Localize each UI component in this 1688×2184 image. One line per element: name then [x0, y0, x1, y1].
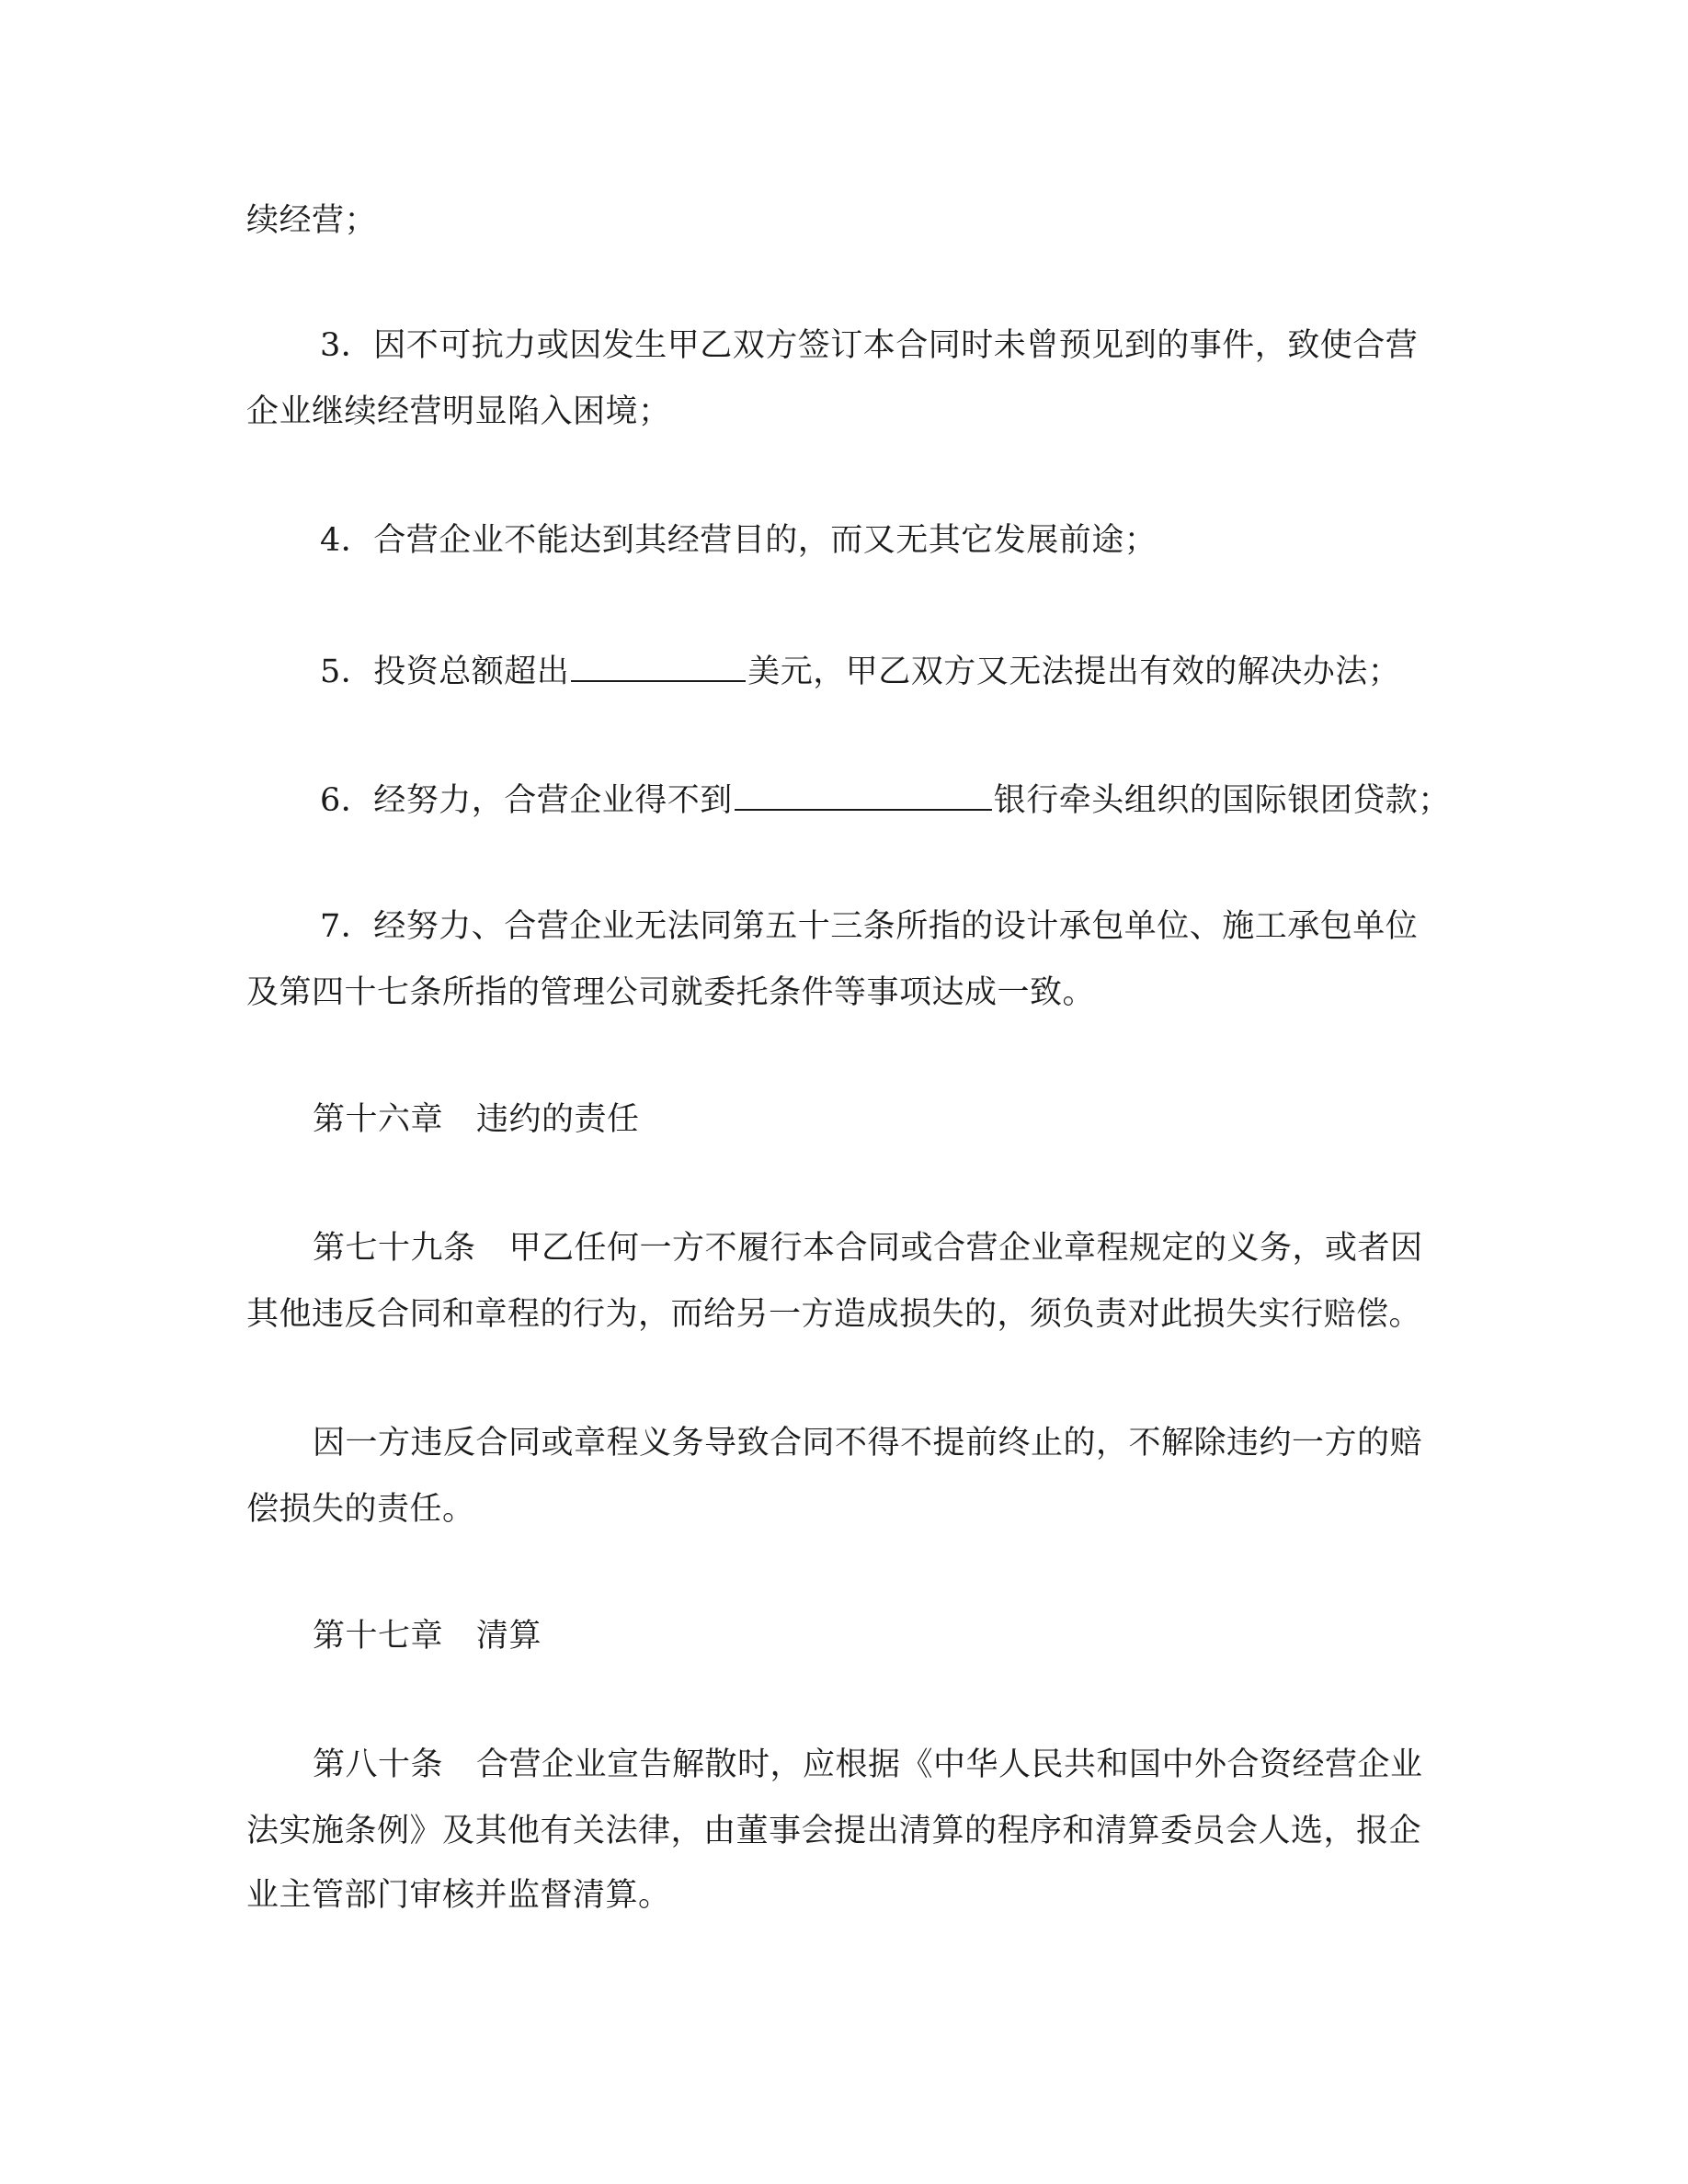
list-item-7 [320, 906, 1443, 947]
chapter-heading-17 [313, 1616, 1443, 1656]
item-number: 7． [320, 908, 374, 945]
chapter-label: 第十七章 [313, 1618, 444, 1655]
item-text: 经努力、合营企业无法同第五十三条所指的设计承包单位、施工承包单位 [373, 908, 1419, 945]
item-number: 4． [320, 522, 374, 559]
chapter-title: 违约的责任 [476, 1101, 640, 1138]
chapter-label: 第十六章 [313, 1101, 444, 1138]
item-number: 5． [320, 654, 374, 690]
chapter-title: 清算 [476, 1618, 542, 1655]
article-79-continued: 其他违反合同和章程的行为，而给另一方造成损失的，须负责对此损失实行赔偿。 [246, 1296, 1422, 1333]
continuation-line: 续经营； [246, 202, 378, 239]
article-label: 第七十九条 [313, 1230, 476, 1267]
list-item-3-continued: 企业继续经营明显陷入困境； [246, 393, 671, 430]
chapter-heading-16 [313, 1099, 1443, 1140]
list-item-5: 5．投资总额超出 美元，甲乙双方又无法提出有效的解决办法； [320, 649, 1443, 692]
list-item-7-continued: 及第四十七条所指的管理公司就委托条件等事项达成一致。 [246, 974, 1096, 1011]
item-text: 合营企业不能达到其经营目的，而又无其它发展前途； [373, 522, 1158, 559]
item-number: 6． [320, 782, 374, 819]
list-item-4 [320, 520, 1443, 561]
article-79: 第七十九条 甲乙任何一方不履行本合同或合营企业章程规定的义务，或者因 [313, 1230, 1423, 1267]
breach-paragraph: 因一方违反合同或章程义务导致合同不得不提前终止的，不解除违约一方的赔 [313, 1425, 1423, 1462]
article-80-continued-2: 业主管部门审核并监督清算。 [246, 1877, 671, 1914]
list-item-6: 6．经努力，合营企业得不到 银行牵头组织的国际银团贷款； [320, 778, 1443, 821]
fill-in-blank [735, 778, 992, 811]
breach-paragraph-continued: 偿损失的责任。 [246, 1491, 475, 1528]
item-number: 3． [320, 327, 374, 364]
fill-in-blank [571, 649, 746, 682]
article-80: 第八十条 合营企业宣告解散时，应根据《中华人民共和国中外合资经营企业 [313, 1746, 1423, 1783]
item-text: 因不可抗力或因发生甲乙双方签订本合同时未曾预见到的事件，致使合营 [373, 327, 1419, 364]
article-80-continued: 法实施条例》及其他有关法律，由董事会提出清算的程序和清算委员会人选，报企 [246, 1813, 1422, 1849]
article-label: 第八十条 [313, 1746, 444, 1783]
list-item-3 [320, 325, 1443, 366]
